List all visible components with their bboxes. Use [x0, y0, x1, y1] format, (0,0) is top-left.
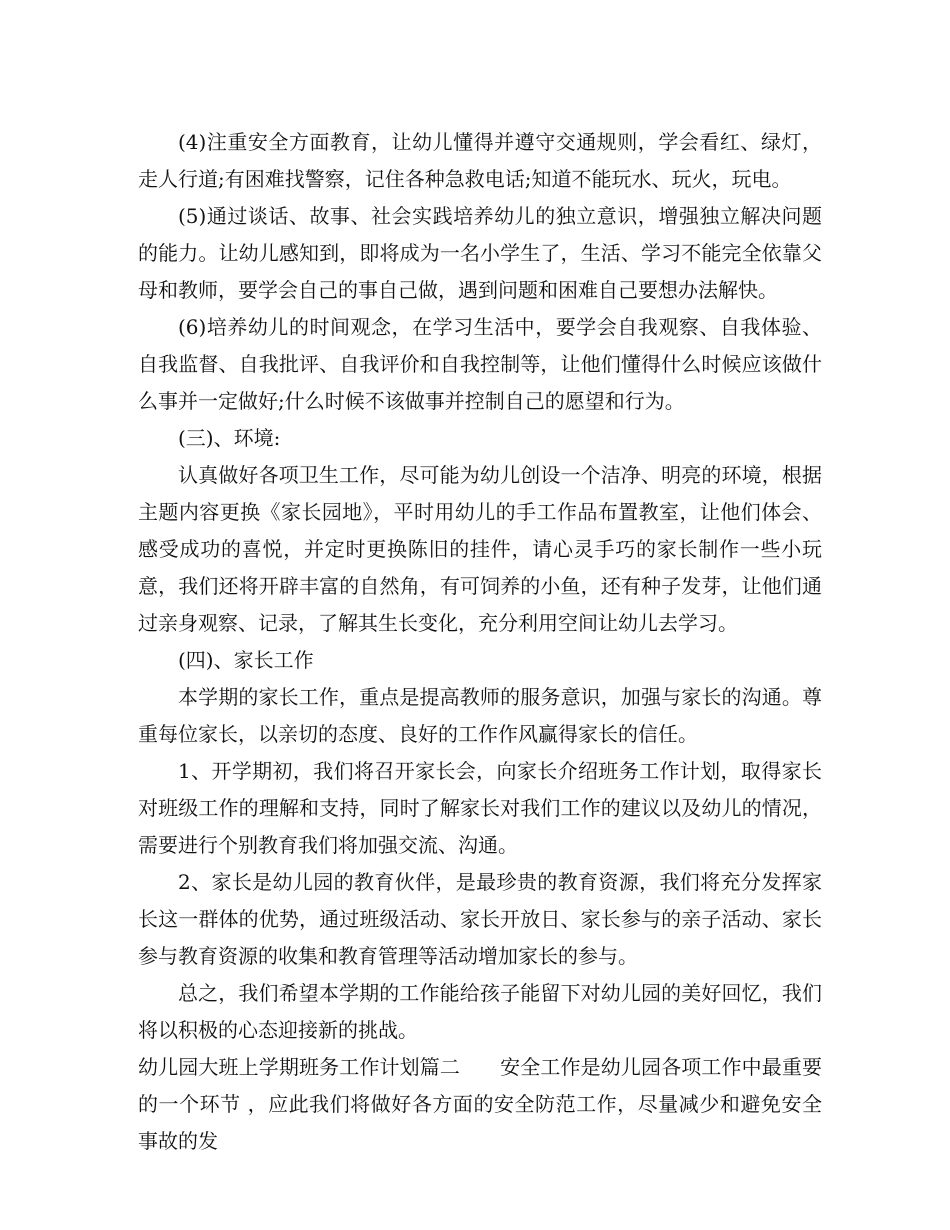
- paragraph-parent-meeting: 1、开学期初，我们将召开家长会，向家长介绍班务工作计划，取得家长对班级工作的理解和支持，同时了解家长对我们工作的建议以及幼儿的情况，需要进行个别教育我们将加强交流、沟通。: [138, 759, 822, 857]
- paragraph-parent-work-intro: 本学期的家长工作，重点是提高教师的服务意识，加强与家长的沟通。尊重每位家长，以亲切的态度、良好的工作作风赢得家长的信任。: [138, 685, 822, 746]
- paragraph-plan-two: [138, 1049, 822, 1160]
- paragraph-time-concept: (6)培养幼儿的时间观念，在学习生活中，要学会自我观察、自我体验、自我监督、自我批评、自我评价和自我控制等，让他们懂得什么时候应该做什么事并一定做好;什么时候不该做事并控制自己的愿望和行为。: [138, 315, 822, 413]
- paragraph-environment: 认真做好各项卫生工作，尽可能为幼儿创设一个洁净、明亮的环境，根据主题内容更换《家长园地》，平时用幼儿的手工作品布置教室，让他们体会、感受成功的喜悦，并定时更换陈旧的挂件，请心灵手巧的家长制作一些小玩意，我们还将开辟丰富的自然角，有可饲养的小鱼，还有种子发芽，让他们通过亲身观察、记录，了解其生长变化，充分利用空间让幼儿去学习。: [138, 463, 822, 635]
- paragraph-parent-partners: 2、家长是幼儿园的教育伙伴，是最珍贵的教育资源，我们将充分发挥家长这一群体的优势，通过班级活动、家长开放日、家长参与的亲子活动、家长参与教育资源的收集和教育管理等活动增加家长的参与。: [138, 870, 822, 968]
- document-body: [138, 124, 822, 1160]
- paragraph-independence: (5)通过谈话、故事、社会实践培养幼儿的独立意识，增强独立解决问题的能力。让幼儿感知到，即将成为一名小学生了，生活、学习不能完全依靠父母和教师，要学会自己的事自己做，遇到问题和困难自己要想办法解快。: [138, 204, 822, 302]
- plan-two-text: 安全工作是幼儿园各项工作中最重要的一个环节 ，应此我们将做好各方面的安全防范工作，尽量减少和避免安全事故的发: [138, 1055, 822, 1153]
- paragraph-conclusion: 总之，我们希望本学期的工作能给孩子能留下对幼儿园的美好回忆，我们将以积极的心态迎接新的挑战。: [138, 981, 822, 1042]
- section-heading-environment: (三)、环境:: [178, 426, 281, 450]
- paragraph-safety-education: (4)注重安全方面教育，让幼儿懂得并遵守交通规则，学会看红、绿灯，走人行道;有困难找警察，记住各种急救电话;知道不能玩水、玩火，玩电。: [138, 130, 822, 191]
- plan-two-heading: 幼儿园大班上学期班务工作计划篇二: [138, 1055, 460, 1079]
- section-heading-parent-work: (四)、家长工作: [178, 648, 314, 672]
